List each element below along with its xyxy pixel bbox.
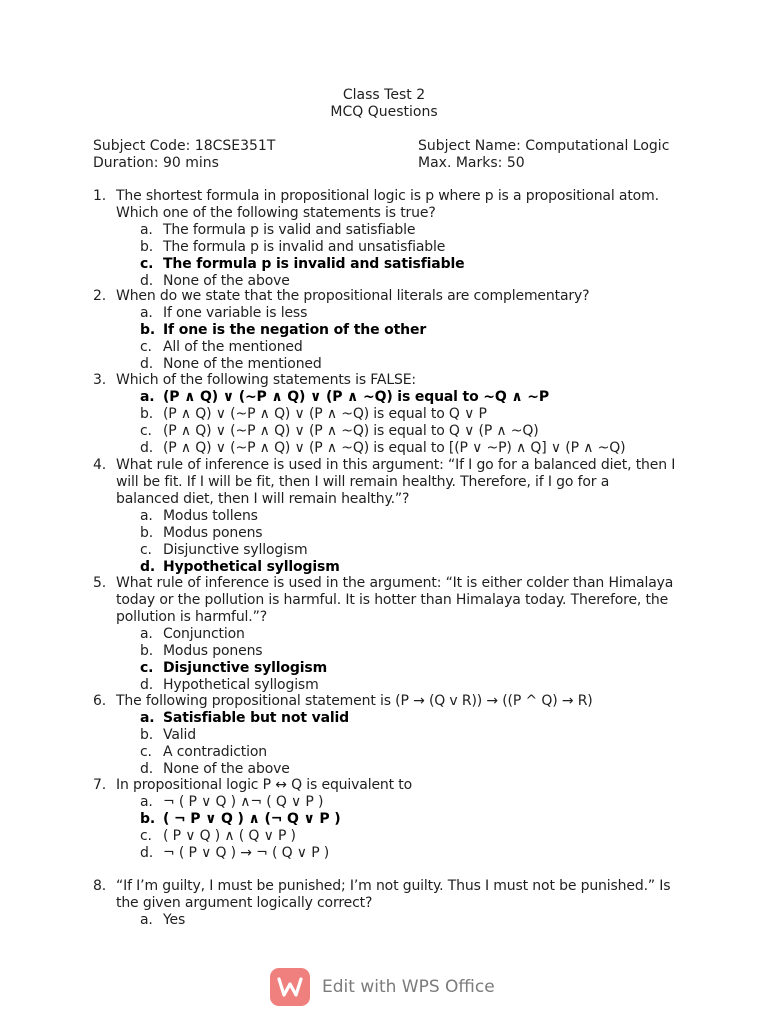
question-number: 3. <box>93 372 107 388</box>
option-letter: b. <box>140 726 154 743</box>
option-a <box>116 222 676 239</box>
option-letter: d. <box>140 355 154 372</box>
duration: Duration: 90 mins <box>93 155 219 171</box>
option-text: Valid <box>163 726 196 743</box>
option-text: ( ¬ P ∨ Q ) ∧ (¬ Q ∨ P ) <box>163 810 341 827</box>
option-letter: a. <box>140 626 153 642</box>
option-a <box>116 626 676 643</box>
option-text: Hypothetical syllogism <box>163 676 319 693</box>
question-text: The shortest formula in propositional logic is p where p is a propositional atom. Which one of the following statements is true? <box>116 188 659 221</box>
option-letter: b. <box>140 405 154 422</box>
option-text: None of the above <box>163 760 290 777</box>
option-b <box>116 239 676 256</box>
option-text: (P ∧ Q) ∨ (~P ∧ Q) ∨ (P ∧ ~Q) is equal to Q ∨ (P ∧ ~Q) <box>163 422 539 439</box>
option-letter: d. <box>140 558 156 575</box>
wps-watermark-text[interactable]: Edit with WPS Office <box>322 977 495 997</box>
option-text: (P ∧ Q) ∨ (~P ∧ Q) ∨ (P ∧ ~Q) is equal to [(P ∨ ~P) ∧ Q] ∨ (P ∧ ~Q) <box>163 439 626 456</box>
subject-name: Subject Name: Computational Logic <box>418 138 670 154</box>
question-5 <box>93 575 676 694</box>
wps-watermark[interactable] <box>270 968 495 1006</box>
option-letter: b. <box>140 321 156 338</box>
question-text: Which of the following statements is FALSE: <box>116 372 416 388</box>
option-d <box>116 559 676 576</box>
option-c <box>116 256 676 273</box>
option-a <box>116 794 676 811</box>
test-subtitle: MCQ Questions <box>330 104 438 120</box>
option-c <box>116 828 676 845</box>
option-letter: d. <box>140 676 154 693</box>
option-text: All of the mentioned <box>163 338 303 355</box>
option-text: Modus ponens <box>163 642 263 659</box>
option-c <box>116 744 676 761</box>
option-letter: b. <box>140 642 154 659</box>
question-1 <box>93 188 676 290</box>
wps-w-glyph <box>277 976 303 998</box>
option-b <box>116 727 676 744</box>
option-letter: c. <box>140 255 154 272</box>
option-a <box>116 508 676 525</box>
max-marks: Max. Marks: 50 <box>418 155 525 171</box>
option-letter: d. <box>140 439 154 456</box>
question-3 <box>93 372 676 457</box>
option-a <box>116 912 676 929</box>
option-letter: c. <box>140 422 152 439</box>
option-text: ( P ∨ Q ) ∧ ( Q ∨ P ) <box>163 827 296 844</box>
option-text: Disjunctive syllogism <box>163 541 308 558</box>
option-text: Modus tollens <box>163 508 258 524</box>
option-a <box>116 710 676 727</box>
question-text: When do we state that the propositional literals are complementary? <box>116 288 590 304</box>
option-d <box>116 356 676 373</box>
option-letter: a. <box>140 710 155 726</box>
option-text: None of the above <box>163 272 290 289</box>
option-b <box>116 643 676 660</box>
option-d <box>116 761 676 778</box>
question-number: 7. <box>93 777 107 793</box>
question-2 <box>93 288 676 373</box>
option-a <box>116 389 676 406</box>
question-text: What rule of inference is used in this argument: “If I go for a balanced diet, then I will be fit. If I will be fit, then I will remain healthy. Therefore, if I go for a balanced diet, then I will remain healthy.”? <box>116 457 676 507</box>
option-text: Disjunctive syllogism <box>163 659 328 676</box>
question-8 <box>93 878 676 929</box>
question-number: 5. <box>93 575 107 591</box>
option-d <box>116 845 676 862</box>
question-6 <box>93 693 676 778</box>
option-letter: d. <box>140 272 154 289</box>
option-b <box>116 322 676 339</box>
option-text: Conjunction <box>163 626 245 642</box>
option-c <box>116 423 676 440</box>
question-text: The following propositional statement is (P → (Q v R)) → ((P ^ Q) → R) <box>116 693 593 709</box>
option-letter: a. <box>140 912 153 928</box>
option-c <box>116 660 676 677</box>
option-text: Yes <box>163 912 186 928</box>
question-number: 8. <box>93 878 107 894</box>
option-b <box>116 406 676 423</box>
option-text: A contradiction <box>163 743 268 760</box>
option-text: ¬ ( P ∨ Q ) → ¬ ( Q ∨ P ) <box>163 844 330 861</box>
option-d <box>116 440 676 457</box>
question-number: 6. <box>93 693 107 709</box>
option-letter: a. <box>140 508 153 524</box>
option-letter: c. <box>140 338 152 355</box>
option-letter: c. <box>140 827 152 844</box>
option-b <box>116 811 676 828</box>
wps-logo-icon <box>270 968 310 1006</box>
option-text: (P ∧ Q) ∨ (~P ∧ Q) ∨ (P ∧ ~Q) is equal to Q ∨ P <box>163 405 487 422</box>
question-text: “If I’m guilty, I must be punished; I’m not guilty. Thus I must not be punished.” Is the given argument logically correct? <box>116 878 671 911</box>
option-letter: b. <box>140 238 154 255</box>
question-text: What rule of inference is used in the argument: “It is either colder than Himalaya today or the pollution is harmful. It is hotter than Himalaya today. Therefore, the pollution is harmful.”? <box>116 575 674 625</box>
option-c <box>116 542 676 559</box>
option-text: ¬ ( P ∨ Q ) ∧¬ ( Q ∨ P ) <box>163 794 324 810</box>
option-text: Modus ponens <box>163 524 263 541</box>
option-letter: a. <box>140 389 155 405</box>
option-text: If one is the negation of the other <box>163 321 427 338</box>
question-number: 4. <box>93 457 107 473</box>
option-text: If one variable is less <box>163 305 308 321</box>
option-d <box>116 677 676 694</box>
question-number: 2. <box>93 288 107 304</box>
option-text: The formula p is invalid and satisfiable <box>163 255 465 272</box>
option-letter: a. <box>140 305 153 321</box>
subject-code: Subject Code: 18CSE351T <box>93 138 276 154</box>
option-text: Satisfiable but not valid <box>163 710 350 726</box>
option-text: The formula p is valid and satisfiable <box>163 222 416 238</box>
question-number: 1. <box>93 188 107 204</box>
option-letter: d. <box>140 760 154 777</box>
option-letter: b. <box>140 524 154 541</box>
question-7 <box>93 777 676 862</box>
option-text: (P ∧ Q) ∨ (~P ∧ Q) ∨ (P ∧ ~Q) is equal to ~Q ∧ ~P <box>163 389 549 405</box>
option-c <box>116 339 676 356</box>
option-text: The formula p is invalid and unsatisfiable <box>163 238 446 255</box>
option-letter: c. <box>140 743 152 760</box>
option-text: None of the mentioned <box>163 355 322 372</box>
option-a <box>116 305 676 322</box>
test-title: Class Test 2 <box>342 87 426 103</box>
question-4 <box>93 457 676 576</box>
question-text: In propositional logic P ↔ Q is equivalent to <box>116 777 413 793</box>
option-letter: a. <box>140 794 153 810</box>
option-letter: a. <box>140 222 153 238</box>
option-b <box>116 525 676 542</box>
option-letter: c. <box>140 541 152 558</box>
option-letter: b. <box>140 810 156 827</box>
option-text: Hypothetical syllogism <box>163 558 340 575</box>
option-letter: d. <box>140 844 154 861</box>
option-letter: c. <box>140 659 154 676</box>
